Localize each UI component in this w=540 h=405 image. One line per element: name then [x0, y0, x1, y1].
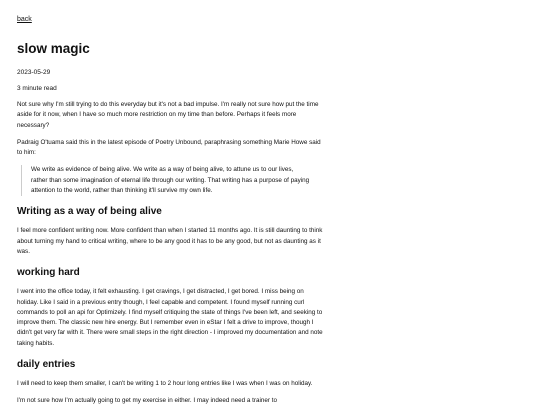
- read-time: 3 minute read: [17, 85, 57, 92]
- back-link[interactable]: back: [17, 16, 32, 23]
- intro-paragraph: Not sure why I'm still trying to do this everyday but it's not a bad impulse. I'm really not sure how put the time aside for it now, when I have so much more restriction on my time than before. Perhaps it feels more necessary?: [17, 101, 319, 129]
- section-heading: daily entries: [17, 359, 76, 371]
- post-title: slow magic: [17, 41, 90, 56]
- section-paragraph: I'm not sure how I'm actually going to get my exercise in either. I may indeed need a trainer to: [17, 397, 278, 405]
- blockquote: We write as evidence of being alive. We write as a way of being alive, to attune us to our lives, rather than some imagination of eternal life through our writing. That writing has a purpose of paying attention to the world, rather than thinking it'll survive my own life.: [21, 165, 311, 196]
- intro-paragraph: Padraig O'tuama said this in the latest episode of Poetry Unbound, paraphrasing something Marie Howe said to him:: [17, 138, 321, 157]
- section-paragraph: I went into the office today, it felt exhausting. I get cravings, I get distracted, I get bored. I miss being on holiday. Like I said in a previous entry though, I feel capable and competent. I found myself running curl commands to poll an api for Optimizely. I find myself critiquing the state of things I've been left, and seeking to improve them. The classic new hire energy. But I remember even in eStar I felt a drive to improve, though I didn't get very far with it. There were small steps in the right direction - I improved my documentation and note taking habits.: [17, 288, 323, 347]
- section-paragraph: I feel more confident writing now. More confident than when I started 11 months ago. It is still daunting to think about turning my hand to critical writing, where to be any good it has to be any good, but not as daunting as it was.: [17, 227, 323, 255]
- post-date: 2023-05-29: [17, 69, 51, 76]
- section-heading: Writing as a way of being alive: [17, 206, 162, 218]
- article: [17, 8, 323, 405]
- section-heading: working hard: [17, 267, 80, 279]
- section-paragraph: I will need to keep them smaller, I can't be writing 1 to 2 hour long entries like I was when I was on holiday.: [17, 380, 313, 388]
